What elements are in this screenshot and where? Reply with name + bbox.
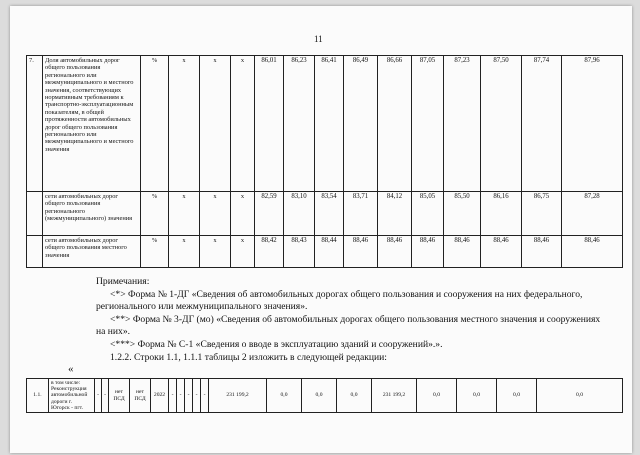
table-row (27, 192, 623, 236)
value-cell: 83,10 (284, 192, 315, 236)
value-cell: 88,46 (378, 236, 412, 268)
value-cell: 86,75 (522, 192, 562, 236)
indicators-table (26, 55, 623, 268)
amount-cell: 0,0 (337, 379, 372, 413)
value-cell: 86,66 (378, 56, 412, 192)
value-cell: 86,23 (284, 56, 315, 192)
x-cell: x (169, 56, 200, 192)
value-cell: 88,44 (315, 236, 344, 268)
value-cell: 88,43 (284, 236, 315, 268)
amount-cell: 231 199,2 (209, 379, 267, 413)
value-cell: 87,23 (444, 56, 481, 192)
indicator-name: сети автомобильных дорог общего пользования регионального (межмуниципального) значения (43, 192, 141, 236)
year-cell: 2022 (151, 379, 169, 413)
x-cell: x (231, 236, 255, 268)
notes-block (96, 276, 604, 364)
value-cell: 86,01 (255, 56, 284, 192)
dash-cell: - (193, 379, 201, 413)
amount-cell: 0,0 (497, 379, 537, 413)
note-4: 1.2.2. Строки 1.1, 1.1.1 таблицы 2 изложить в следующей редакции: (110, 351, 387, 363)
x-cell: x (169, 236, 200, 268)
value-cell: 84,12 (378, 192, 412, 236)
dash-cell: - (185, 379, 193, 413)
value-cell: 88,42 (255, 236, 284, 268)
table-row (27, 236, 623, 268)
value-cell: 83,71 (344, 192, 378, 236)
amount-cell: 231 199,2 (372, 379, 417, 413)
x-cell: x (200, 236, 231, 268)
amount-cell: 0,0 (457, 379, 497, 413)
amount-cell: 0,0 (417, 379, 457, 413)
value-cell: 86,16 (481, 192, 522, 236)
dash-cell: - (169, 379, 177, 413)
row-number: 7. (27, 56, 43, 192)
notes-title: Примечания: (96, 276, 150, 287)
value-cell: 88,46 (444, 236, 481, 268)
x-cell: x (231, 56, 255, 192)
value-cell: 88,46 (562, 236, 623, 268)
indicator-name: Доля автомобильных дорог общего пользования регионального или межмуниципального и местного значения, соответствующих нормативным требованиям к транспортно-эксплуатационным показателям, в общей протяженности автомобильных дорог общего пользования регионального или межмуниципального и местного значения (43, 56, 141, 192)
value-cell: 88,46 (344, 236, 378, 268)
value-cell: 87,28 (562, 192, 623, 236)
x-cell: x (200, 56, 231, 192)
table-row (27, 379, 623, 413)
note-1: <*> Форма № 1-ДГ «Сведения об автомобильных дорогах общего пользования и сооружения на них федерального, регионального или межмуниципального значения». (96, 288, 583, 313)
page-number: 11 (314, 34, 323, 44)
x-cell: x (200, 192, 231, 236)
dash-cell: - (177, 379, 185, 413)
x-cell: x (231, 192, 255, 236)
value-cell: 87,74 (522, 56, 562, 192)
psd-cell: нет ПСД (109, 379, 130, 413)
amount-cell: 0,0 (267, 379, 302, 413)
dash-cell: - (102, 379, 109, 413)
unit-cell: % (141, 192, 169, 236)
opening-quote: « (68, 363, 74, 375)
document-page (10, 6, 632, 453)
object-name: в том числе: Реконструкция автомобильной дороги г. Югорск - пгт. (49, 379, 95, 413)
amount-cell: 0,0 (302, 379, 337, 413)
indicator-name: сети автомобильных дорог общего пользования местного значения (43, 236, 141, 268)
value-cell: 88,46 (522, 236, 562, 268)
value-cell: 85,50 (444, 192, 481, 236)
note-3: <***> Форма № С-1 «Сведения о вводе в эксплуатацию зданий и сооружений».». (110, 338, 443, 350)
psd-cell: нет ПСД (130, 379, 151, 413)
value-cell: 87,96 (562, 56, 623, 192)
value-cell: 86,41 (315, 56, 344, 192)
value-cell: 83,54 (315, 192, 344, 236)
replacement-table (26, 378, 623, 413)
note-2: <**> Форма № 3-ДГ (мо) «Сведения об автомобильных дорогах общего пользования местного значения и сооружениях на них». (96, 313, 601, 338)
value-cell: 82,59 (255, 192, 284, 236)
x-cell: x (169, 192, 200, 236)
value-cell: 88,46 (481, 236, 522, 268)
dash-cell: - (95, 379, 102, 413)
unit-cell: % (141, 56, 169, 192)
dash-cell: - (201, 379, 209, 413)
row-number: 1.1. (27, 379, 49, 413)
amount-cell: 0,0 (537, 379, 623, 413)
value-cell: 87,50 (481, 56, 522, 192)
value-cell: 88,46 (412, 236, 444, 268)
value-cell: 87,05 (412, 56, 444, 192)
value-cell: 85,05 (412, 192, 444, 236)
value-cell: 86,49 (344, 56, 378, 192)
unit-cell: % (141, 236, 169, 268)
table-row (27, 56, 623, 192)
